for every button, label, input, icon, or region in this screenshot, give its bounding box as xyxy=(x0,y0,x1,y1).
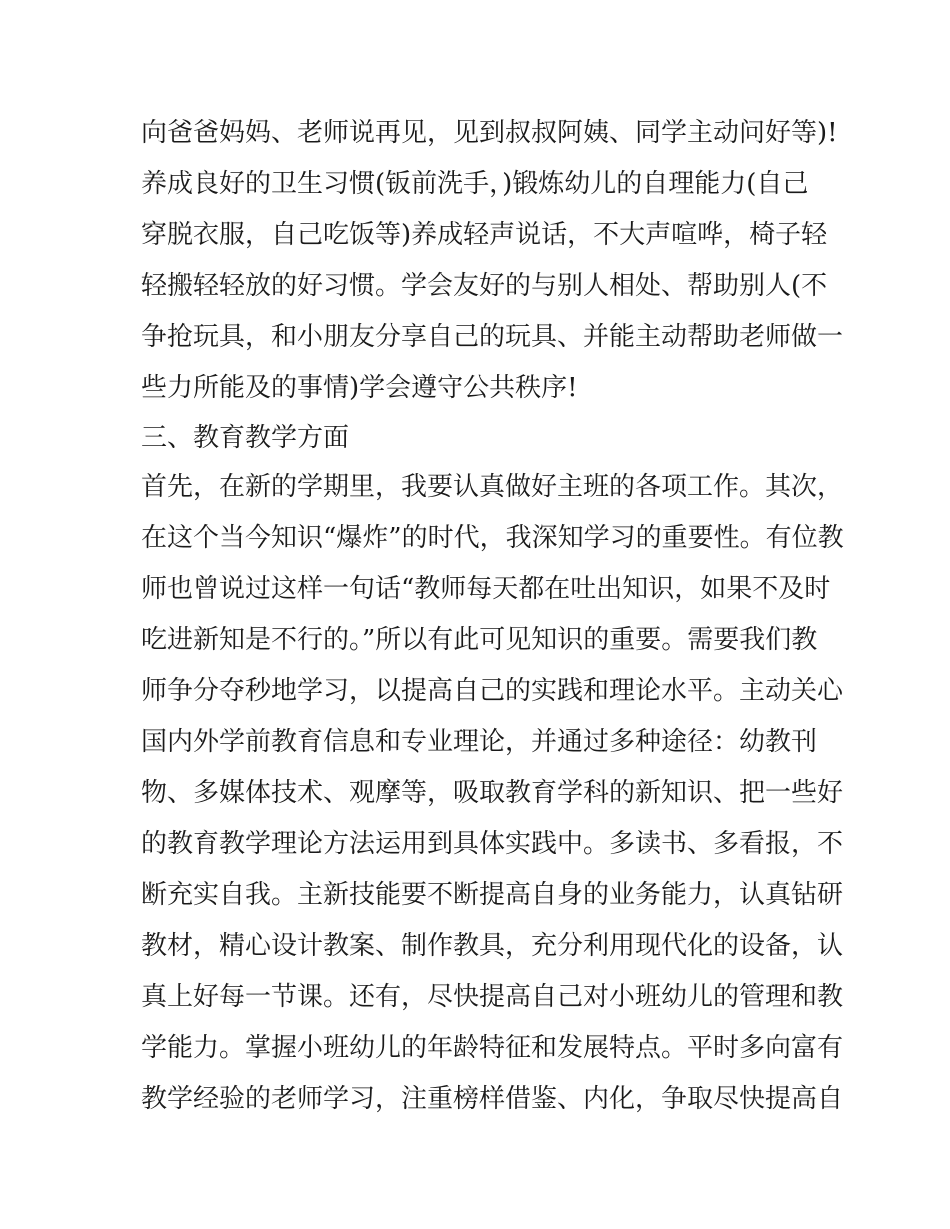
paragraph-line: 穿脱衣服，自己吃饭等)养成轻声说话，不大声喧哗，椅子轻 xyxy=(141,220,828,250)
paragraph-line: 些力所能及的事情)学会遵守公共秩序! xyxy=(141,373,578,403)
paragraph-line: 真上好每一节课。还有，尽快提高自己对小班幼儿的管理和教 xyxy=(141,982,844,1012)
paragraph-line: 师也曾说过这样一句话“教师每天都在吐出知识，如果不及时 xyxy=(141,574,831,604)
paragraph-line: 的教育教学理论方法运用到具体实践中。多读书、多看报，不 xyxy=(141,829,844,859)
paragraph-line: 争抢玩具，和小朋友分享自己的玩具、并能主动帮助老师做一 xyxy=(141,322,844,352)
paragraph-line: 养成良好的卫生习惯(钣前洗手，)锻炼幼儿的自理能力(自己 xyxy=(141,169,809,199)
paragraph-line: 学能力。掌握小班幼儿的年龄特征和发展特点。平时多向富有 xyxy=(141,1033,844,1063)
paragraph-line: 吃进新知是不行的。”所以有此可见知识的重要。需要我们教 xyxy=(141,625,818,655)
paragraph-line: 首先，在新的学期里，我要认真做好主班的各项工作。其次， xyxy=(141,472,844,502)
paragraph-line: 轻搬轻轻放的好习惯。学会友好的与别人相处、帮助别人(不 xyxy=(141,271,828,301)
paragraph-line: 教学经验的老师学习，注重榜样借鉴、内化，争取尽快提高自 xyxy=(141,1084,844,1114)
section-heading: 三、教育教学方面 xyxy=(141,423,350,453)
paragraph-line: 国内外学前教育信息和专业理论，并通过多种途径：幼教刊 xyxy=(141,727,818,757)
paragraph-line: 断充实自我。主新技能要不断提高自身的业务能力，认真钻研 xyxy=(141,880,844,910)
document-body xyxy=(141,108,844,1125)
paragraph-line: 教材，精心设计教案、制作教具，充分利用现代化的设备，认 xyxy=(141,931,844,961)
paragraph-line: 物、多媒体技术、观摩等，吸取教育学科的新知识、把一些好 xyxy=(141,778,844,808)
paragraph-line: 师争分夺秒地学习，以提高自己的实践和理论水平。主动关心 xyxy=(141,676,844,706)
paragraph-line: 向爸爸妈妈、老师说再见，见到叔叔阿姨、同学主动问好等)! xyxy=(141,118,838,148)
paragraph-line: 在这个当今知识“爆炸”的时代，我深知学习的重要性。有位教 xyxy=(141,523,844,553)
